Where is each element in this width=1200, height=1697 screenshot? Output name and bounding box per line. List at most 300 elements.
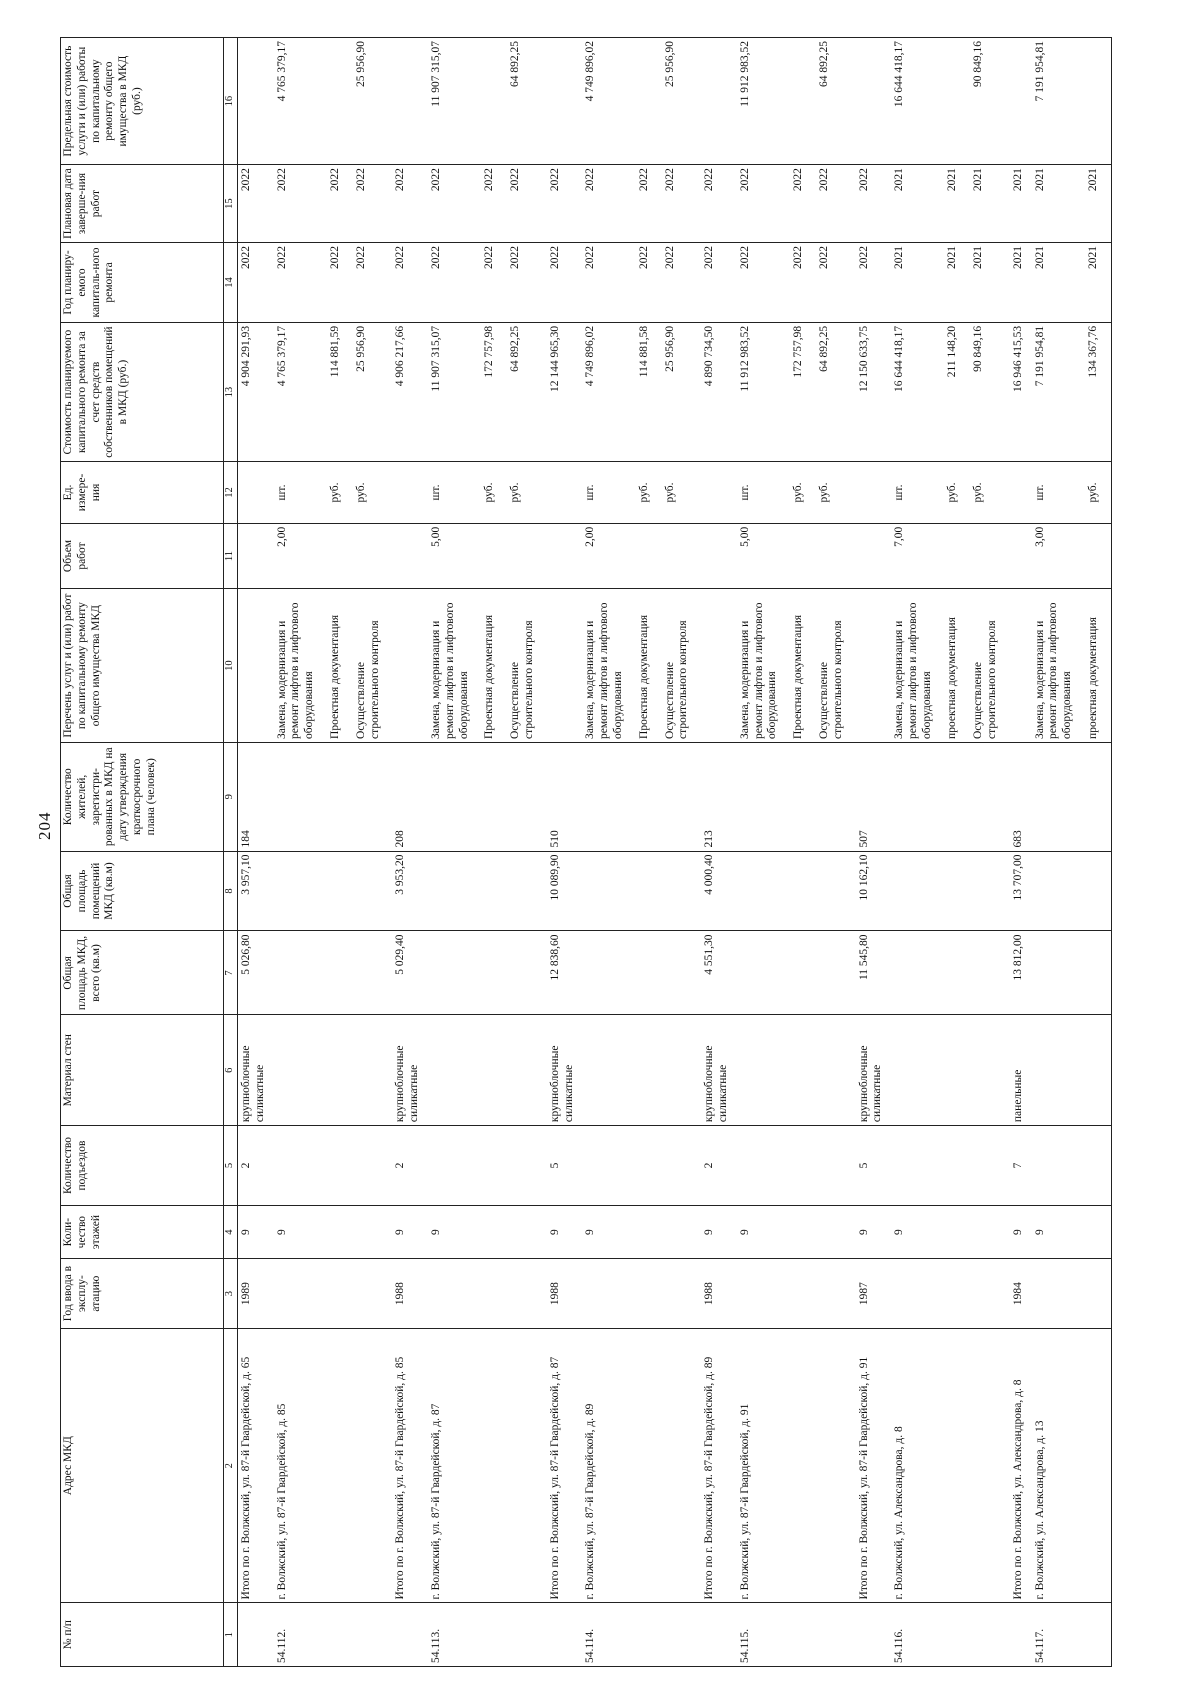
cell-col-3 [481,1259,507,1329]
table-row [582,38,635,1667]
cell-col-1 [816,1603,856,1667]
cell-col-5 [1085,1126,1111,1206]
cell-col-9: 208 [392,742,428,851]
cell-col-11 [856,523,892,589]
cell-col-13: 25 956,90 [353,322,393,461]
cell-col-15: 2021 [1032,165,1085,243]
cell-col-16 [856,38,892,165]
cell-col-1: 54.115. [737,1603,790,1667]
cell-col-4: 9 [428,1206,481,1259]
cell-col-1 [662,1603,702,1667]
cell-col-1 [481,1603,507,1667]
cell-col-15: 2021 [891,165,944,243]
cell-col-4 [816,1206,856,1259]
cell-col-10: Замена, модернизация и ремонт лифтов и лифтового оборудования [428,589,481,743]
cell-col-14: 2022 [274,243,327,323]
cell-col-6 [327,1015,353,1126]
cell-col-16: 25 956,90 [353,38,393,165]
cell-col-3 [1085,1259,1111,1329]
cell-col-12: руб. [1085,462,1111,523]
cell-col-10 [701,589,737,743]
cell-col-4: 9 [238,1206,274,1259]
cell-col-10: Проектная документация [636,589,662,743]
table-row [891,38,944,1667]
cell-col-12: руб. [636,462,662,523]
cell-col-7: 13 812,00 [1010,931,1032,1015]
cell-col-10: Осуществление строительного контроля [662,589,702,743]
cell-col-8: 10 089,90 [547,851,583,931]
cell-col-12: шт. [582,462,635,523]
cell-col-10: Замена, модернизация и ремонт лифтов и лифтового оборудования [274,589,327,743]
cell-col-5 [274,1126,327,1206]
cell-col-8 [816,851,856,931]
cell-col-9 [662,742,702,851]
cell-col-7: 5 029,40 [392,931,428,1015]
cell-col-7 [944,931,970,1015]
cell-col-3: 1988 [701,1259,737,1329]
cell-col-10 [547,589,583,743]
cell-col-7 [274,931,327,1015]
cell-col-3 [891,1259,944,1329]
cell-col-1 [944,1603,970,1667]
cell-col-14: 2022 [737,243,790,323]
cell-col-16: 25 956,90 [662,38,702,165]
cell-col-9: 213 [701,742,737,851]
cell-col-4 [970,1206,1010,1259]
column-header-15: Плановая дата заверше-ния работ [61,165,224,243]
cell-col-8 [944,851,970,931]
cell-col-14: 2022 [392,243,428,323]
cell-col-7 [428,931,481,1015]
cell-col-16: 16 644 418,17 [891,38,944,165]
cell-col-4 [636,1206,662,1259]
cell-col-15: 2022 [737,165,790,243]
cell-col-6 [274,1015,327,1126]
cell-col-11 [392,523,428,589]
cell-col-13: 211 148,20 [944,322,970,461]
cell-col-10: Осуществление строительного контроля [970,589,1010,743]
cell-col-8 [1085,851,1111,931]
cell-col-16 [636,38,662,165]
cell-col-12: шт. [1032,462,1085,523]
cell-col-1 [507,1603,547,1667]
cell-col-3 [582,1259,635,1329]
cell-col-13: 64 892,25 [816,322,856,461]
column-header-6: Материал стен [61,1015,224,1126]
cell-col-9 [737,742,790,851]
cell-col-2 [970,1328,1010,1603]
cell-col-3 [428,1259,481,1329]
cell-col-12: руб. [944,462,970,523]
cell-col-5: 5 [856,1126,892,1206]
cell-col-1 [970,1603,1010,1667]
cell-col-4 [507,1206,547,1259]
cell-col-2 [353,1328,393,1603]
cell-col-9 [481,742,507,851]
cell-col-7: 12 838,60 [547,931,583,1015]
table-row-total [392,38,428,1667]
column-header-8: Общая площадь помещений МКД (кв.м) [61,851,224,931]
cell-col-14: 2022 [662,243,702,323]
cell-col-16: 7 191 954,81 [1032,38,1085,165]
table-row [1085,38,1111,1667]
cell-col-16: 4 765 379,17 [274,38,327,165]
cell-col-8 [274,851,327,931]
cell-col-14: 2022 [701,243,737,323]
page-number: 204 [35,811,54,840]
column-number-11: 11 [224,523,238,589]
column-number-14: 14 [224,243,238,323]
cell-col-12 [547,462,583,523]
cell-col-12: руб. [662,462,702,523]
cell-col-11 [1085,523,1111,589]
cell-col-6 [662,1015,702,1126]
cell-col-12 [856,462,892,523]
cell-col-6 [428,1015,481,1126]
cell-col-6 [353,1015,393,1126]
cell-col-16 [701,38,737,165]
cell-col-7 [1085,931,1111,1015]
cell-col-9 [970,742,1010,851]
cell-col-6 [1085,1015,1111,1126]
column-number-8: 8 [224,851,238,931]
cell-col-5 [970,1126,1010,1206]
cell-col-12: шт. [891,462,944,523]
cell-col-11: 5,00 [428,523,481,589]
column-header-11: Объем работ [61,523,224,589]
cell-col-6 [481,1015,507,1126]
cell-col-11: 2,00 [274,523,327,589]
cell-col-10: Проектная документация [327,589,353,743]
cell-col-5: 2 [701,1126,737,1206]
column-number-9: 9 [224,742,238,851]
cell-col-3: 1988 [547,1259,583,1329]
cell-col-1 [1010,1603,1032,1667]
cell-col-1 [1085,1603,1111,1667]
cell-col-2 [636,1328,662,1603]
cell-col-1 [238,1603,274,1667]
cell-col-8 [790,851,816,931]
cell-col-11 [944,523,970,589]
cell-col-15: 2022 [392,165,428,243]
cell-col-2 [507,1328,547,1603]
cell-col-15: 2021 [970,165,1010,243]
table-row [662,38,702,1667]
column-number-5: 5 [224,1126,238,1206]
cell-col-9 [582,742,635,851]
cell-col-11 [238,523,274,589]
cell-col-12: шт. [274,462,327,523]
cell-col-1: 54.117. [1032,1603,1085,1667]
cell-col-1: 54.114. [582,1603,635,1667]
cell-col-1 [790,1603,816,1667]
cell-col-10 [856,589,892,743]
cell-col-5 [790,1126,816,1206]
cell-col-5: 5 [547,1126,583,1206]
cell-col-14: 2022 [582,243,635,323]
cell-col-12: руб. [481,462,507,523]
header-numbers-row [224,38,238,1667]
cell-col-10: Замена, модернизация и ремонт лифтов и лифтового оборудования [737,589,790,743]
cell-col-16 [1085,38,1111,165]
cell-col-10 [1010,589,1032,743]
cell-col-16: 64 892,25 [816,38,856,165]
cell-col-9: 683 [1010,742,1032,851]
cell-col-8: 10 162,10 [856,851,892,931]
column-header-13: Стоимость планируемого капитального ремонта за счет средств собственников помещений в МКД (руб.) [61,322,224,461]
cell-col-4: 9 [891,1206,944,1259]
cell-col-10: проектная документация [1085,589,1111,743]
cell-col-16 [547,38,583,165]
table-row [1032,38,1085,1667]
header-titles-row [61,38,224,1667]
cell-col-12: руб. [353,462,393,523]
cell-col-15: 2022 [790,165,816,243]
cell-col-15: 2022 [428,165,481,243]
column-number-15: 15 [224,165,238,243]
cell-col-15: 2022 [816,165,856,243]
cell-col-9 [274,742,327,851]
cell-col-3 [970,1259,1010,1329]
table-row-total [547,38,583,1667]
table-row [327,38,353,1667]
cell-col-5 [636,1126,662,1206]
cell-col-14: 2022 [816,243,856,323]
cell-col-14: 2021 [1032,243,1085,323]
cell-col-13: 114 881,58 [636,322,662,461]
cell-col-5 [353,1126,393,1206]
column-number-10: 10 [224,589,238,743]
cell-col-9 [1085,742,1111,851]
cell-col-5 [662,1126,702,1206]
cell-col-3 [737,1259,790,1329]
cell-col-15: 2022 [481,165,507,243]
cell-col-7 [662,931,702,1015]
cell-col-15: 2021 [1010,165,1032,243]
cell-col-12: шт. [737,462,790,523]
table-row [353,38,393,1667]
cell-col-1: 54.116. [891,1603,944,1667]
cell-col-14: 2022 [238,243,274,323]
table-row-total [238,38,274,1667]
cell-col-7 [790,931,816,1015]
cell-col-14: 2022 [481,243,507,323]
cell-col-6: крупноблочные силикатные [856,1015,892,1126]
cell-col-15: 2022 [636,165,662,243]
cell-col-1 [636,1603,662,1667]
cell-col-14: 2022 [353,243,393,323]
cell-col-6 [970,1015,1010,1126]
cell-col-5 [582,1126,635,1206]
cell-col-13: 172 757,98 [481,322,507,461]
cell-col-4: 9 [392,1206,428,1259]
cell-col-8 [353,851,393,931]
cell-col-13: 11 912 983,52 [737,322,790,461]
column-header-4: Коли-чество этажей [61,1206,224,1259]
cell-col-9 [816,742,856,851]
cell-col-6 [944,1015,970,1126]
cell-col-1: 54.112. [274,1603,327,1667]
cell-col-12 [392,462,428,523]
rotated-table-area [60,37,1160,1667]
cell-col-16: 11 912 983,52 [737,38,790,165]
cell-col-11 [790,523,816,589]
cell-col-6 [507,1015,547,1126]
cell-col-6: крупноблочные силикатные [392,1015,428,1126]
cell-col-9 [428,742,481,851]
cell-col-13: 114 881,59 [327,322,353,461]
cell-col-9 [353,742,393,851]
cell-col-13: 134 367,76 [1085,322,1111,461]
cell-col-15: 2021 [1085,165,1111,243]
cell-col-11 [636,523,662,589]
capital-repair-table [60,37,1112,1667]
column-header-14: Год планиру-емого капиталь-ного ремонта [61,243,224,323]
cell-col-9 [636,742,662,851]
column-header-16: Предельная стоимость услуги и (или) работы по капитальному ремонту общего имущества в МКД (руб.) [61,38,224,165]
cell-col-11 [1010,523,1032,589]
cell-col-16 [790,38,816,165]
cell-col-8 [891,851,944,931]
table-row-total [856,38,892,1667]
cell-col-3: 1988 [392,1259,428,1329]
cell-col-13: 12 150 633,75 [856,322,892,461]
cell-col-2: г. Волжский, ул. 87-й Гвардейской, д. 87 [428,1328,481,1603]
cell-col-5: 2 [238,1126,274,1206]
cell-col-10 [238,589,274,743]
cell-col-13: 12 144 965,30 [547,322,583,461]
cell-col-12: руб. [327,462,353,523]
column-number-13: 13 [224,322,238,461]
cell-col-2: Итого по г. Волжский, ул. 87-й Гвардейской, д. 65 [238,1328,274,1603]
cell-col-6 [816,1015,856,1126]
table-row [737,38,790,1667]
cell-col-6: крупноблочные силикатные [547,1015,583,1126]
cell-col-7 [970,931,1010,1015]
cell-col-14: 2022 [856,243,892,323]
cell-col-7 [816,931,856,1015]
cell-col-3 [662,1259,702,1329]
cell-col-5 [1032,1126,1085,1206]
cell-col-6 [582,1015,635,1126]
cell-col-8: 13 707,00 [1010,851,1032,931]
cell-col-15: 2022 [507,165,547,243]
cell-col-15: 2022 [662,165,702,243]
cell-col-4: 9 [1010,1206,1032,1259]
cell-col-8 [507,851,547,931]
column-header-7: Общая площадь МКД, всего (кв.м) [61,931,224,1015]
cell-col-7 [327,931,353,1015]
cell-col-15: 2022 [353,165,393,243]
cell-col-2: Итого по г. Волжский, ул. 87-й Гвардейской, д. 87 [547,1328,583,1603]
cell-col-2: Итого по г. Волжский, ул. 87-й Гвардейской, д. 89 [701,1328,737,1603]
cell-col-8: 3 953,20 [392,851,428,931]
cell-col-10: Осуществление строительного контроля [816,589,856,743]
cell-col-4: 9 [701,1206,737,1259]
cell-col-10: Замена, модернизация и ремонт лифтов и лифтового оборудования [891,589,944,743]
cell-col-5 [507,1126,547,1206]
table-row [274,38,327,1667]
cell-col-11 [816,523,856,589]
cell-col-2 [662,1328,702,1603]
cell-col-3 [1032,1259,1085,1329]
cell-col-5 [944,1126,970,1206]
cell-col-5 [816,1126,856,1206]
cell-col-10: Осуществление строительного контроля [507,589,547,743]
cell-col-13: 25 956,90 [662,322,702,461]
cell-col-3 [636,1259,662,1329]
cell-col-1 [547,1603,583,1667]
cell-col-9 [507,742,547,851]
cell-col-2 [327,1328,353,1603]
cell-col-1: 54.113. [428,1603,481,1667]
cell-col-2 [790,1328,816,1603]
cell-col-2 [816,1328,856,1603]
cell-col-10: проектная документация [944,589,970,743]
cell-col-14: 2022 [547,243,583,323]
cell-col-12: руб. [790,462,816,523]
cell-col-13: 11 907 315,07 [428,322,481,461]
cell-col-12: руб. [970,462,1010,523]
cell-col-10: Осуществление строительного контроля [353,589,393,743]
cell-col-16 [238,38,274,165]
cell-col-7: 11 545,80 [856,931,892,1015]
cell-col-3 [507,1259,547,1329]
cell-col-2: г. Волжский, ул. Александрова, д. 8 [891,1328,944,1603]
table-row-total [1010,38,1032,1667]
cell-col-9: 510 [547,742,583,851]
cell-col-1 [701,1603,737,1667]
table-row [790,38,816,1667]
table-row [816,38,856,1667]
cell-col-15: 2022 [856,165,892,243]
cell-col-11 [701,523,737,589]
cell-col-12 [701,462,737,523]
cell-col-9 [891,742,944,851]
cell-col-3: 1987 [856,1259,892,1329]
cell-col-3 [353,1259,393,1329]
cell-col-9 [944,742,970,851]
cell-col-6: крупноблочные силикатные [701,1015,737,1126]
cell-col-2 [944,1328,970,1603]
cell-col-9 [790,742,816,851]
cell-col-15: 2021 [944,165,970,243]
cell-col-6: панельные [1010,1015,1032,1126]
column-number-7: 7 [224,931,238,1015]
cell-col-8 [582,851,635,931]
cell-col-3 [327,1259,353,1329]
cell-col-1 [353,1603,393,1667]
cell-col-1 [327,1603,353,1667]
cell-col-11 [353,523,393,589]
cell-col-11 [970,523,1010,589]
cell-col-4 [481,1206,507,1259]
cell-col-14: 2021 [944,243,970,323]
cell-col-5: 2 [392,1126,428,1206]
cell-col-7: 4 551,30 [701,931,737,1015]
cell-col-4: 9 [737,1206,790,1259]
cell-col-4: 9 [547,1206,583,1259]
cell-col-2: Итого по г. Волжский, ул. 87-й Гвардейской, д. 85 [392,1328,428,1603]
cell-col-11 [507,523,547,589]
cell-col-14: 2022 [327,243,353,323]
cell-col-16: 11 907 315,07 [428,38,481,165]
cell-col-5 [428,1126,481,1206]
cell-col-12 [1010,462,1032,523]
cell-col-4 [662,1206,702,1259]
cell-col-6 [790,1015,816,1126]
cell-col-10 [392,589,428,743]
